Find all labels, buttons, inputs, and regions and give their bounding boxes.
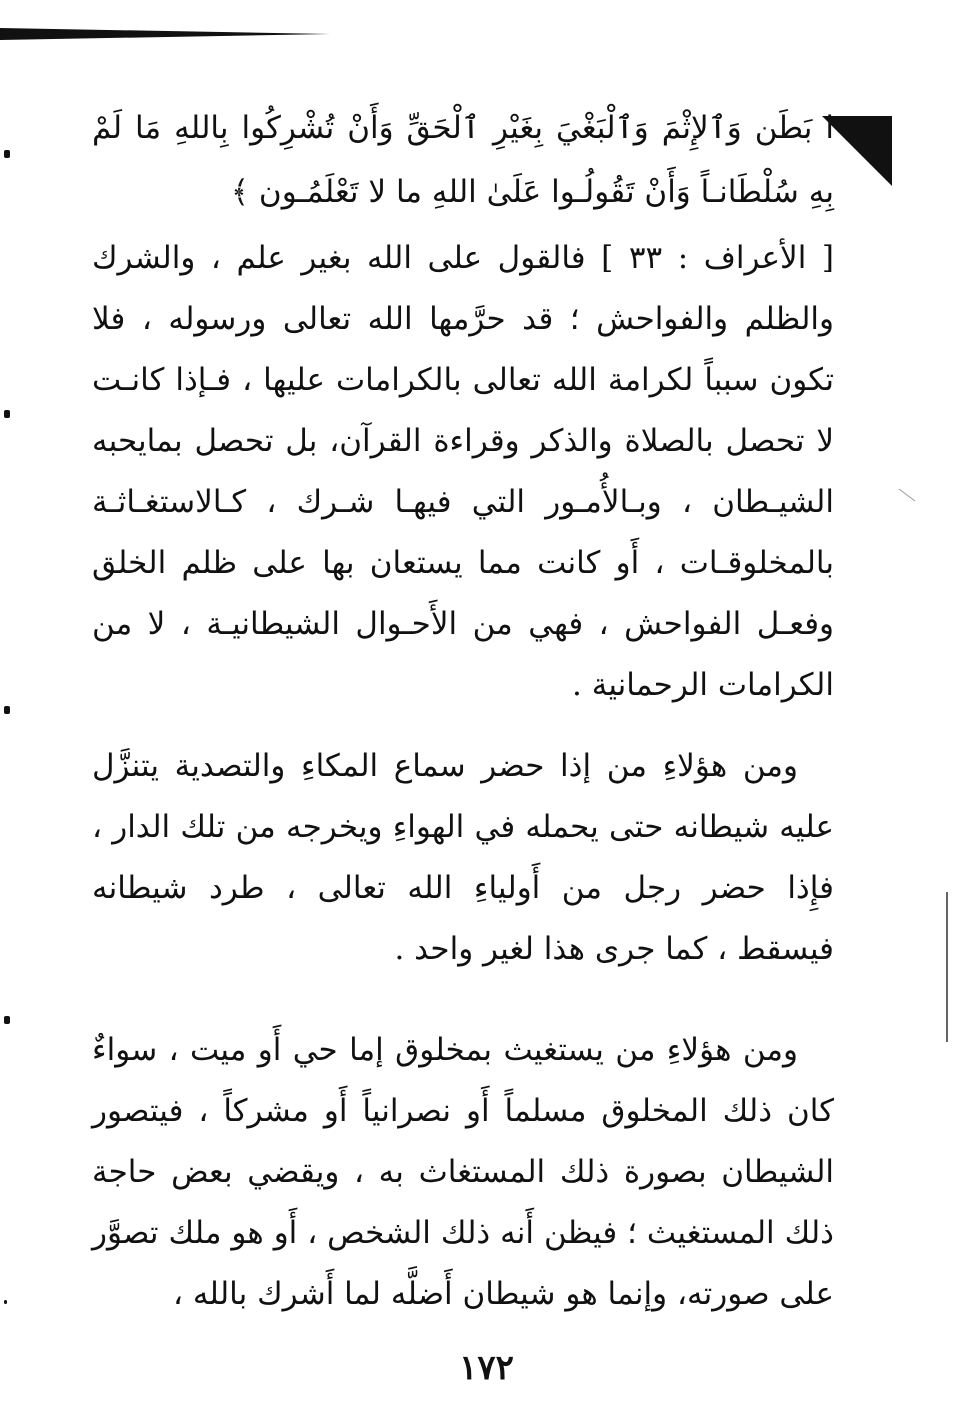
margin-line — [946, 892, 948, 1042]
page-number: ١٧٢ — [459, 1348, 514, 1388]
edge-mark — [4, 706, 10, 714]
edge-mark — [4, 1016, 10, 1024]
scan-speck — [898, 488, 916, 502]
paragraph-3: ومن هؤلاءِ من يستغيث بمخلوق إما حي أَو ميت ، سواءٌ كان ذلك المخلوق مسلماً أَو نصرانياً أَو مشركاً ، فيتصور الشيطان بصورة ذلك المستغاث به ، ويقضي بعض حاجة ذلك المستغيث ؛ فيظن أَنه ذلك الشخص ، أَو هو ملك تصوَّر على صورته، وإنما هو شيطان أَضلَّه لما أَشرك بالله ، — [92, 1032, 834, 1312]
paragraph-1: [ الأعراف : ٣٣ ] فالقول على الله بغير علم ، والشرك والظلم والفواحش ؛ قد حرَّمها الله تعالى ورسوله ، فلا تكون سبباً لكرامة الله تعالى بالكرامات عليها ، فـإذا كانـت لا تحصل بالصلاة والذكر وقراءة القرآن، بل تحصل بمايحبه الشيـطان ، وبـالأُمـور التي فيهـا شـرك ، كـالاستغـاثـة بالمخلوقـات ، أَو كانت مما يستعان بها على ظلم الخلق وفعـل الفواحش ، فهي من الأَحـوال الشيطانيـة ، لا من الكرامات الرحمانية . — [92, 240, 835, 703]
top-rule — [0, 28, 330, 40]
edge-mark — [4, 1300, 7, 1304]
paragraph-2: ومن هؤلاءِ من إذا حضر سماع المكاءِ والتصدية يتنزَّل عليه شيطانه حتى يحمله في الهواءِ ويخرجه من تلك الدار ، فإِذا حضر رجل من أَولياءِ الله تعالى ، طرد شيطانه فيسقط ، كما جرى هذا لغير واحد . — [92, 748, 834, 967]
edge-mark — [4, 410, 10, 418]
edge-mark — [4, 150, 10, 158]
quran-verse: ا بَطَن وَٱلإِثْمَ وَٱلْبَغْيَ بِغَيْرِ ٱلْحَقِّ وَأَنْ تُشْرِكُوا بِاللهِ مَا لَمْ بِهِ سُلْطَانـاً وَأَنْ تَقُولُـوا عَلَىٰ اللهِ ما لا تَعْلَمُـون ﴾ — [92, 110, 834, 210]
